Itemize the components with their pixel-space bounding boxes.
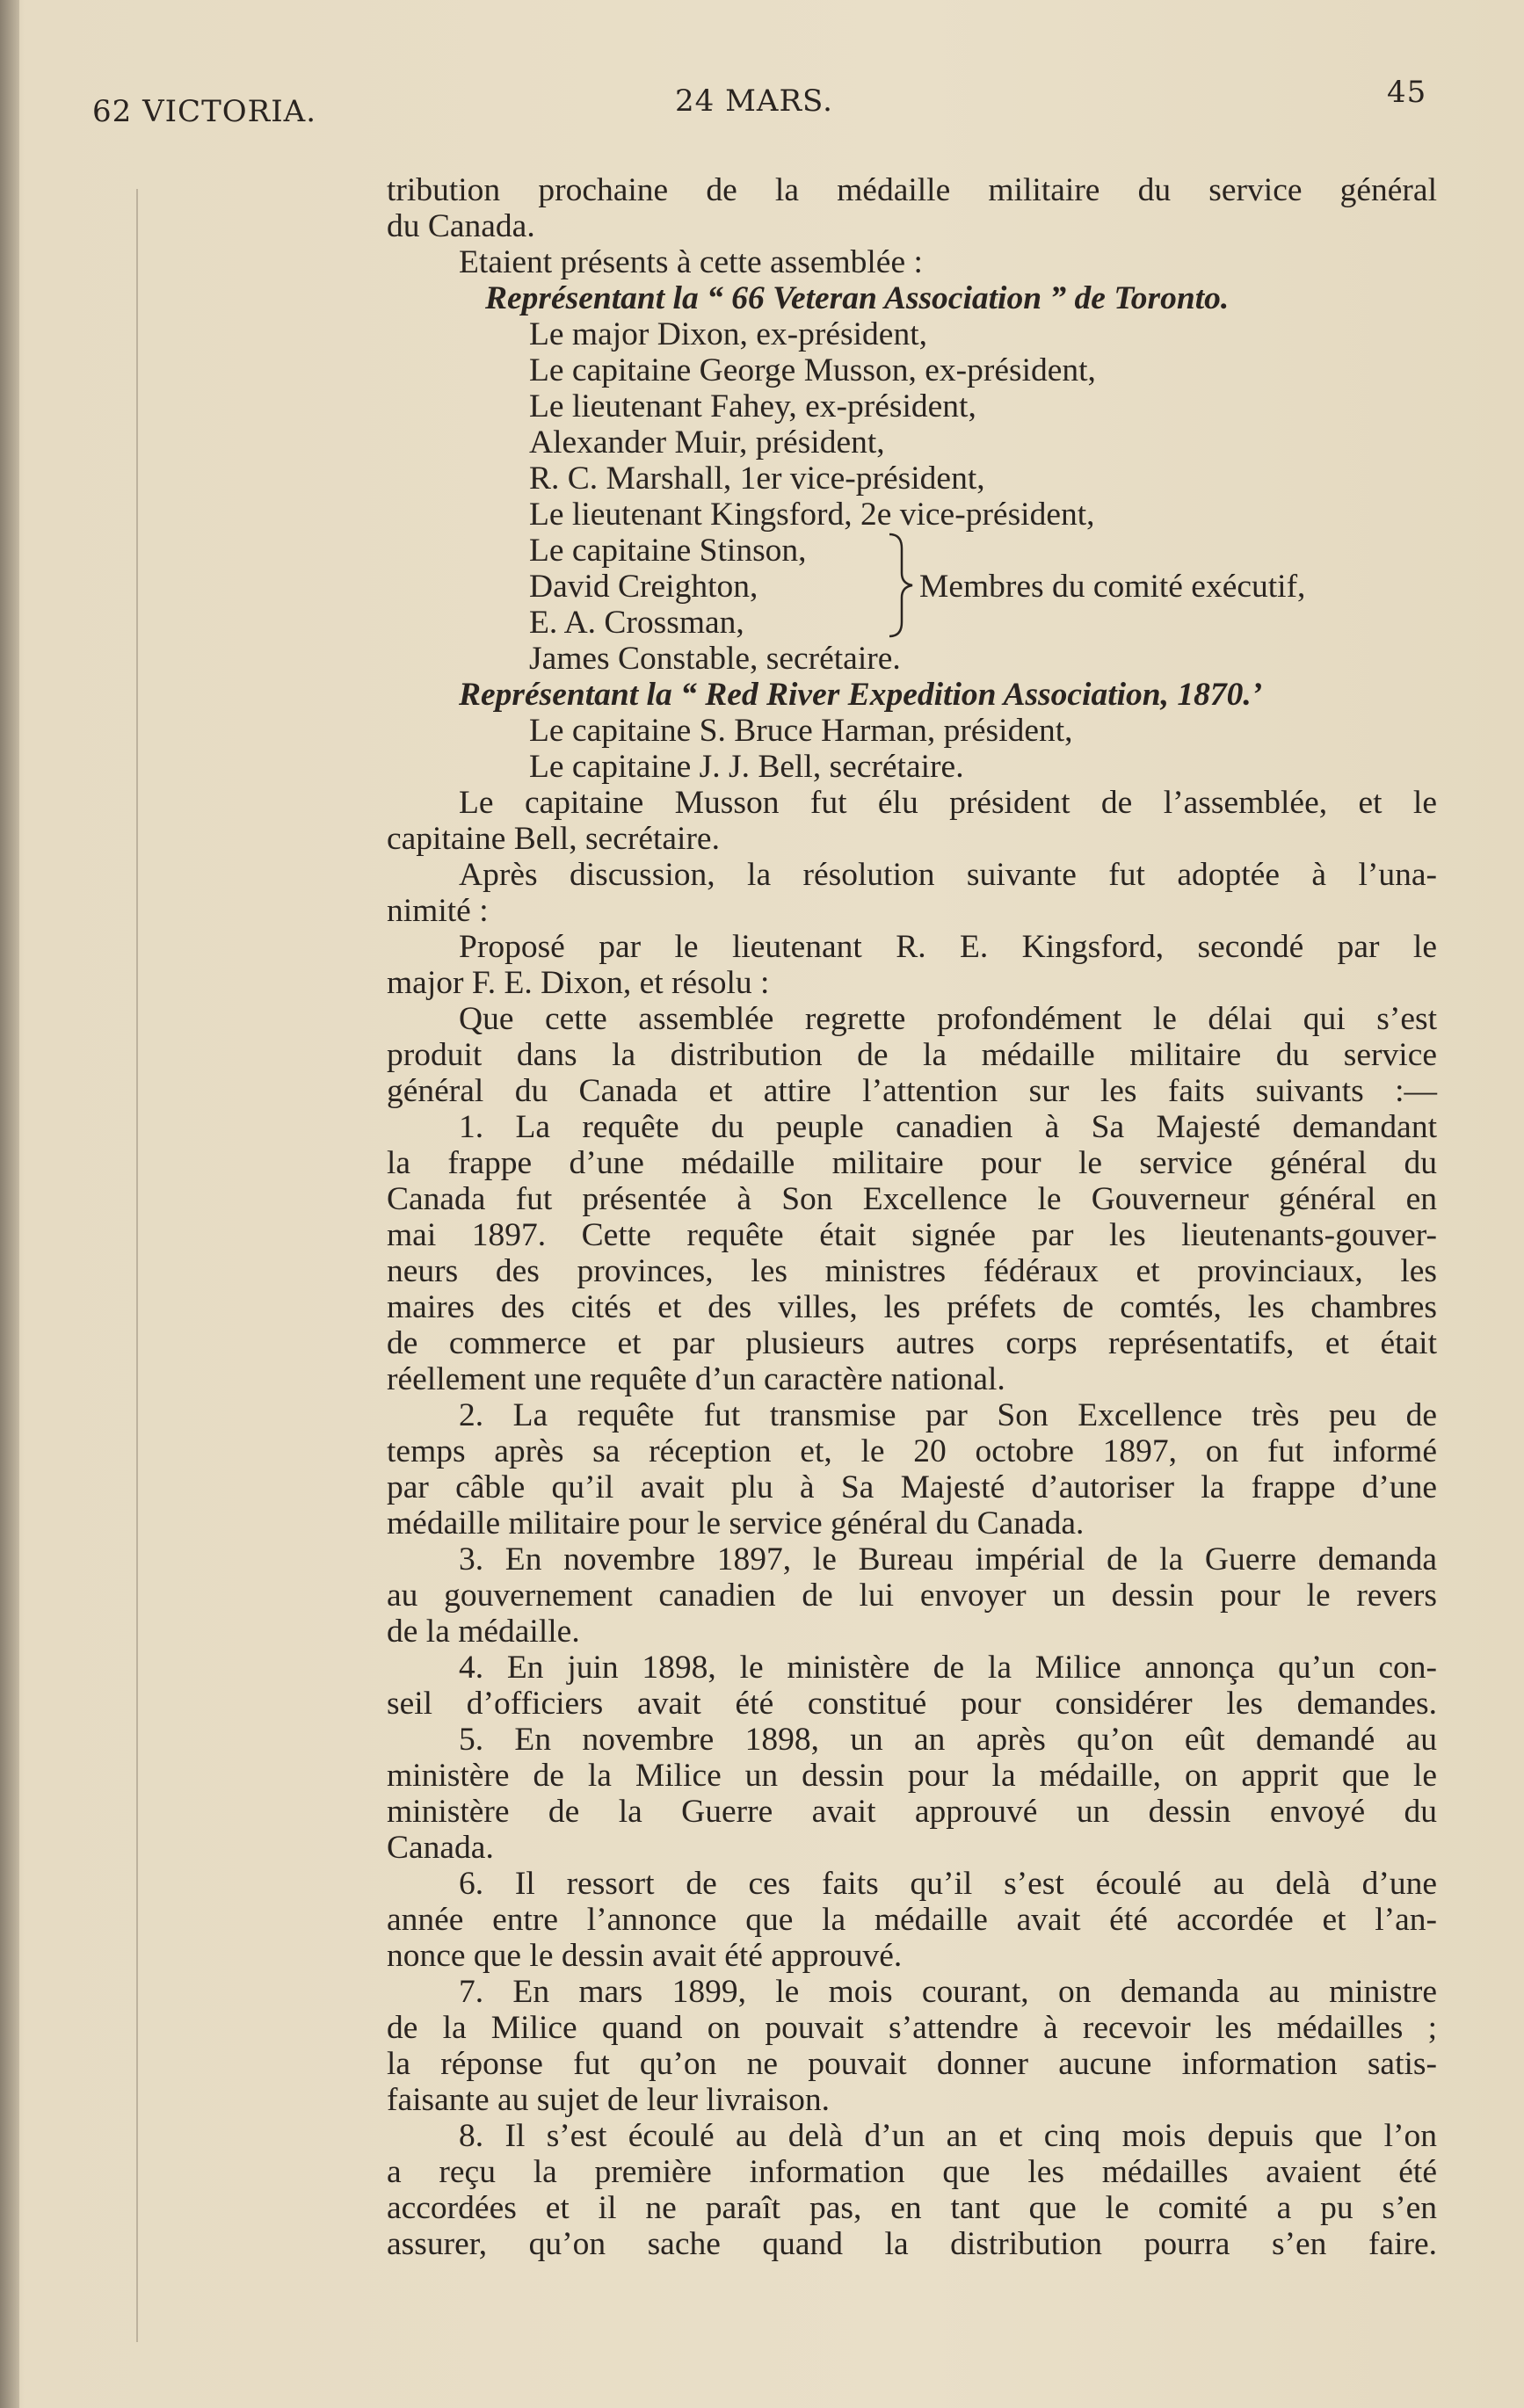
margin-rule <box>136 189 138 2342</box>
page-number: 45 <box>1387 75 1427 110</box>
text-line: nimité : <box>387 893 489 929</box>
text-line: nonce que le dessin avait été approuvé. <box>387 1938 903 1974</box>
text-line: ministère de la Guerre avait approuvé un dessin envoyé du <box>387 1794 1437 1830</box>
attendee-line: R. C. Marshall, 1er vice-président, <box>529 461 985 497</box>
attendee-line: Le capitaine J. J. Bell, secrétaire. <box>529 749 964 785</box>
book-spine-shadow <box>0 0 19 2408</box>
attendee-line: James Constable, secrétaire. <box>529 641 901 677</box>
text-line: temps après sa réception et, le 20 octobre 1897, on fut informé <box>387 1433 1437 1469</box>
text-line: général du Canada et attire l’attention sur les faits suivants :— <box>387 1073 1437 1109</box>
text-line: a reçu la première information que les médailles avaient été <box>387 2154 1437 2190</box>
text-line: réellement une requête d’un caractère national. <box>387 1361 1005 1397</box>
text-line: la réponse fut qu’on ne pouvait donner aucune information satis- <box>387 2046 1437 2082</box>
header-session: 62 VICTORIA. <box>92 94 317 129</box>
text-line: 2. La requête fut transmise par Son Excellence très peu de <box>459 1397 1437 1433</box>
text-line: du Canada. <box>387 208 535 244</box>
text-line: mai 1897. Cette requête était signée par les lieutenants-gouver- <box>387 1217 1437 1253</box>
text-line: par câble qu’il avait plu à Sa Majesté d’autoriser la frappe d’une <box>387 1469 1437 1505</box>
text-line: maires des cités et des villes, les préfets de comtés, les chambres <box>387 1289 1437 1325</box>
text-line: assurer, qu’on sache quand la distribution pourra s’en faire. <box>387 2226 1437 2262</box>
right-brace-icon <box>886 531 916 640</box>
committee-role: Membres du comité exécutif, <box>919 569 1306 605</box>
attendee-line: David Creighton, <box>529 569 758 605</box>
committee-names <box>529 533 807 641</box>
text-line: 4. En juin 1898, le ministère de la Milice annonça qu’un con- <box>459 1650 1437 1686</box>
text-line: la frappe d’une médaille militaire pour le service général du <box>387 1145 1437 1181</box>
text-line: 5. En novembre 1898, un an après qu’on eût demandé au <box>459 1722 1437 1758</box>
text-line: Canada fut présentée à Son Excellence le Gouverneur général en <box>387 1181 1437 1217</box>
attendee-line: Le capitaine Stinson, <box>529 533 807 569</box>
attendee-line: E. A. Crossman, <box>529 605 744 641</box>
text-line: Proposé par le lieutenant R. E. Kingsford, secondé par le <box>459 929 1437 965</box>
text-line: produit dans la distribution de la médaille militaire du service <box>387 1037 1437 1073</box>
text-line: major F. E. Dixon, et résolu : <box>387 965 770 1001</box>
text-line: Canada. <box>387 1830 494 1866</box>
text-line: ministère de la Milice un dessin pour la médaille, on apprit que le <box>387 1758 1437 1794</box>
text-line: Que cette assemblée regrette profondément le délai qui s’est <box>459 1001 1437 1037</box>
text-line: 8. Il s’est écoulé au delà d’un an et cinq mois depuis que l’on <box>459 2118 1437 2154</box>
text-line: seil d’officiers avait été constitué pour considérer les demandes. <box>387 1686 1437 1722</box>
attendee-line: Le major Dixon, ex-président, <box>529 316 927 352</box>
text-line: de la Milice quand on pouvait s’attendre à recevoir les médailles ; <box>387 2010 1437 2046</box>
header-date: 24 MARS. <box>675 83 833 119</box>
text-line: année entre l’annonce que la médaille avait été accordée et l’an- <box>387 1902 1437 1938</box>
text-line: 7. En mars 1899, le mois courant, on demanda au ministre <box>459 1974 1437 2010</box>
attendee-line: Le capitaine S. Bruce Harman, président, <box>529 713 1073 749</box>
text-line: Etaient présents à cette assemblée : <box>459 244 923 280</box>
text-line: 3. En novembre 1897, le Bureau impérial de la Guerre demanda <box>459 1541 1437 1578</box>
text-line: médaille militaire pour le service général du Canada. <box>387 1505 1085 1541</box>
running-header <box>0 75 1524 136</box>
text-line: Après discussion, la résolution suivante fut adoptée à l’una- <box>459 857 1437 893</box>
section-heading: Représentant la “ Red River Expedition Association, 1870.’ <box>459 677 1263 713</box>
text-line: tribution prochaine de la médaille militaire du service général <box>387 172 1437 208</box>
text-line: accordées et il ne paraît pas, en tant que le comité a pu s’en <box>387 2190 1437 2226</box>
text-line: faisante au sujet de leur livraison. <box>387 2082 830 2118</box>
attendee-line: Le capitaine George Musson, ex-président, <box>529 352 1096 388</box>
text-line: 6. Il ressort de ces faits qu’il s’est écoulé au delà d’une <box>459 1866 1437 1902</box>
executive-committee-group <box>387 533 1437 641</box>
text-line: de commerce et par plusieurs autres corps représentatifs, et était <box>387 1325 1437 1361</box>
text-line: 1. La requête du peuple canadien à Sa Majesté demandant <box>459 1109 1437 1145</box>
attendee-line: Le lieutenant Kingsford, 2e vice-président, <box>529 497 1095 533</box>
text-line: de la médaille. <box>387 1614 580 1650</box>
text-line: au gouvernement canadien de lui envoyer un dessin pour le revers <box>387 1578 1437 1614</box>
section-heading: Représentant la “ 66 Veteran Association ” de Toronto. <box>485 280 1230 316</box>
attendee-line: Le lieutenant Fahey, ex-président, <box>529 388 976 424</box>
text-line: Le capitaine Musson fut élu président de l’assemblée, et le <box>459 785 1437 821</box>
text-line: capitaine Bell, secrétaire. <box>387 821 720 857</box>
body-text <box>387 172 1437 2262</box>
attendee-line: Alexander Muir, président, <box>529 424 885 461</box>
text-line: neurs des provinces, les ministres fédéraux et provinciaux, les <box>387 1253 1437 1289</box>
